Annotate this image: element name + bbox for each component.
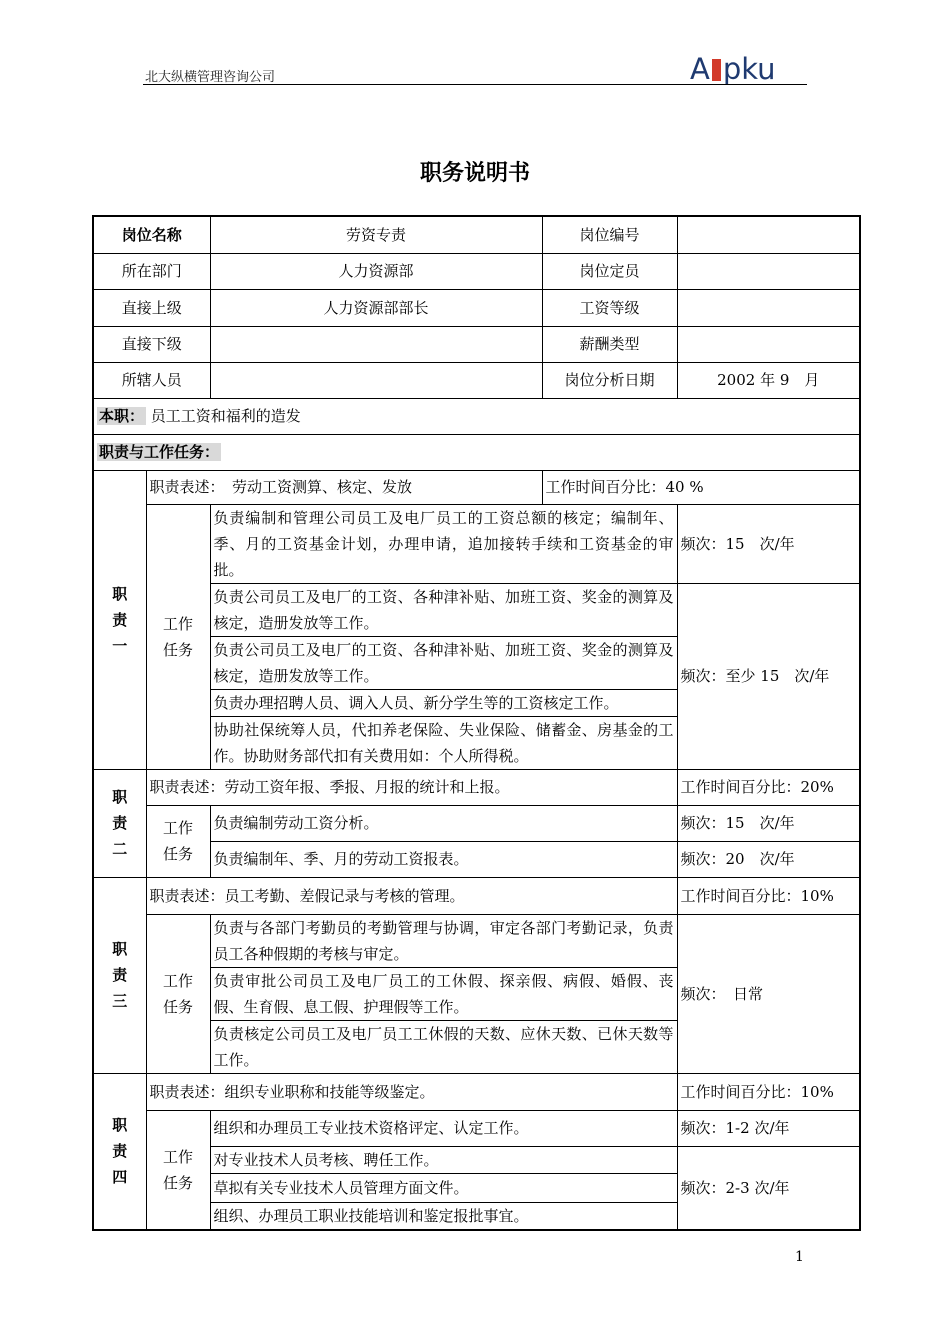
duty-3-task-3: 负责核定公司员工及电厂员工工休假的天数、应休天数、已休天数等工作。	[210, 1020, 677, 1073]
duty-2-percent: 工作时间百分比：20%	[677, 769, 860, 805]
duty-1-task-5: 协助社保统筹人员，代扣养老保险、失业保险、储蓄金、房基金的工作。协助财务部代扣有关费用如：个人所得税。	[210, 716, 677, 769]
logo-letters-pku: pku	[722, 52, 776, 86]
position-code-label: 岗位编号	[542, 216, 677, 253]
analysis-date-label: 岗位分析日期	[542, 362, 677, 398]
duty-4-task-2: 对专业技术人员考核、聘任工作。	[210, 1146, 677, 1173]
duty-2-freq-2: 频次：20 次/年	[677, 841, 860, 877]
duty-3-freq-1: 频次： 日常	[677, 914, 860, 1073]
task-label-line-2: 任务	[163, 997, 194, 1016]
duty-1-task-4: 负责办理招聘人员、调入人员、新分学生等的工资核定工作。	[210, 689, 677, 716]
duty-2-task-2: 负责编制年、季、月的劳动工资报表。	[210, 841, 677, 877]
duty-1-label-char-3: 一	[112, 636, 128, 655]
duty-4-label-char-3: 四	[112, 1168, 128, 1186]
duties-header	[93, 434, 860, 470]
duty-2-label	[93, 769, 146, 877]
logo-letter-a: A	[690, 52, 710, 86]
logo-bar-icon	[712, 59, 721, 81]
headcount-value	[677, 253, 860, 289]
duty-2-label-char-1: 职	[112, 788, 128, 806]
duty-3-label-char-1: 职	[112, 940, 128, 958]
duty-1-statement: 职责表述： 劳动工资测算、核定、发放	[146, 470, 542, 504]
task-label-line-1: 工作	[163, 819, 194, 837]
duty-3-label-char-3: 三	[112, 992, 128, 1010]
task-label-line-1: 工作	[163, 614, 194, 633]
duty-1-freq-1: 频次：15 次/年	[677, 504, 860, 583]
duty-1-label-char-2: 责	[112, 610, 128, 629]
duty-2-label-char-2: 责	[112, 814, 128, 832]
superior-value: 人力资源部部长	[210, 289, 542, 326]
duty-1-task-1: 负责编制和管理公司员工及电厂员工的工资总额的核定；编制年、季、月的工资基金计划，办理申请，追加接转手续和工资基金的审批。	[210, 504, 677, 583]
position-name-label: 岗位名称	[93, 216, 210, 253]
duty-3-label-char-2: 责	[112, 966, 128, 984]
duty-3-task-1: 负责与各部门考勤员的考勤管理与协调，审定各部门考勤记录，负责员工各种假期的考核与审定。	[210, 914, 677, 967]
position-code-value	[677, 216, 860, 253]
header-company-name: 北大纵横管理咨询公司	[145, 70, 276, 85]
core-duty-label: 本职：	[99, 407, 145, 425]
duty-1-percent: 工作时间百分比：40 %	[542, 470, 860, 504]
staff-label: 所辖人员	[93, 362, 210, 398]
duty-4-label	[93, 1073, 146, 1230]
duty-1-label-char-1: 职	[112, 584, 128, 603]
duties-header-label: 职责与工作任务：	[99, 443, 220, 461]
salary-grade-value	[677, 289, 860, 326]
task-label-line-2: 任务	[163, 1173, 194, 1192]
duty-4-label-char-1: 职	[112, 1116, 128, 1134]
subordinate-value	[210, 326, 542, 362]
salary-grade-label: 工资等级	[542, 289, 677, 326]
duty-1-freq-2: 频次：至少 15 次/年	[677, 583, 860, 769]
superior-label: 直接上级	[93, 289, 210, 326]
duty-4-task-3: 草拟有关专业技术人员管理方面文件。	[210, 1173, 677, 1202]
duty-1-task-label	[146, 504, 210, 769]
duty-2-label-char-3: 二	[112, 840, 128, 858]
position-name-value: 劳资专责	[210, 216, 542, 253]
duty-4-freq-2: 频次：2-3 次/年	[677, 1146, 860, 1230]
pay-type-value	[677, 326, 860, 362]
task-label-line-1: 工作	[163, 1147, 194, 1166]
core-duty-row	[93, 398, 860, 434]
job-description-table	[92, 215, 861, 1231]
company-logo	[690, 52, 776, 86]
duty-3-statement: 职责表述：员工考勤、差假记录与考核的管理。	[146, 877, 677, 914]
duty-2-freq-1: 频次：15 次/年	[677, 805, 860, 841]
duty-4-freq-1: 频次：1-2 次/年	[677, 1110, 860, 1146]
duty-1-label	[93, 470, 146, 769]
duty-3-task-2: 负责审批公司员工及电厂员工的工休假、探亲假、病假、婚假、丧假、生育假、息工假、护理假等工作。	[210, 967, 677, 1020]
duty-2-task-1: 负责编制劳动工资分析。	[210, 805, 677, 841]
duty-2-statement: 职责表述：劳动工资年报、季报、月报的统计和上报。	[146, 769, 677, 805]
duty-4-statement: 职责表述：组织专业职称和技能等级鉴定。	[146, 1073, 677, 1110]
duty-2-task-label	[146, 805, 210, 877]
duty-3-percent: 工作时间百分比：10%	[677, 877, 860, 914]
core-duty-text: 员工工资和福利的造发	[150, 407, 301, 425]
duty-1-task-3: 负责公司员工及电厂的工资、各种津补贴、加班工资、奖金的测算及核定，造册发放等工作。	[210, 636, 677, 689]
subordinate-label: 直接下级	[93, 326, 210, 362]
duty-3-label	[93, 877, 146, 1073]
duty-4-task-4: 组织、办理员工职业技能培训和鉴定报批事宜。	[210, 1202, 677, 1230]
header-divider	[143, 84, 807, 85]
duty-4-label-char-2: 责	[112, 1142, 128, 1160]
duty-4-task-1: 组织和办理员工专业技术资格评定、认定工作。	[210, 1110, 677, 1146]
headcount-label: 岗位定员	[542, 253, 677, 289]
analysis-date-value: 2002 年 9 月	[677, 362, 860, 398]
task-label-line-2: 任务	[163, 845, 194, 863]
task-label-line-1: 工作	[163, 971, 194, 990]
duty-1-task-2: 负责公司员工及电厂的工资、各种津补贴、加班工资、奖金的测算及核定，造册发放等工作。	[210, 583, 677, 636]
duty-4-task-label	[146, 1110, 210, 1230]
task-label-line-2: 任务	[163, 640, 194, 659]
department-value: 人力资源部	[210, 253, 542, 289]
document-title: 职务说明书	[419, 161, 530, 186]
duty-4-percent: 工作时间百分比：10%	[677, 1073, 860, 1110]
pay-type-label: 薪酬类型	[542, 326, 677, 362]
duty-3-task-label	[146, 914, 210, 1073]
department-label: 所在部门	[93, 253, 210, 289]
staff-value	[210, 362, 542, 398]
page-number: 1	[795, 1249, 804, 1265]
